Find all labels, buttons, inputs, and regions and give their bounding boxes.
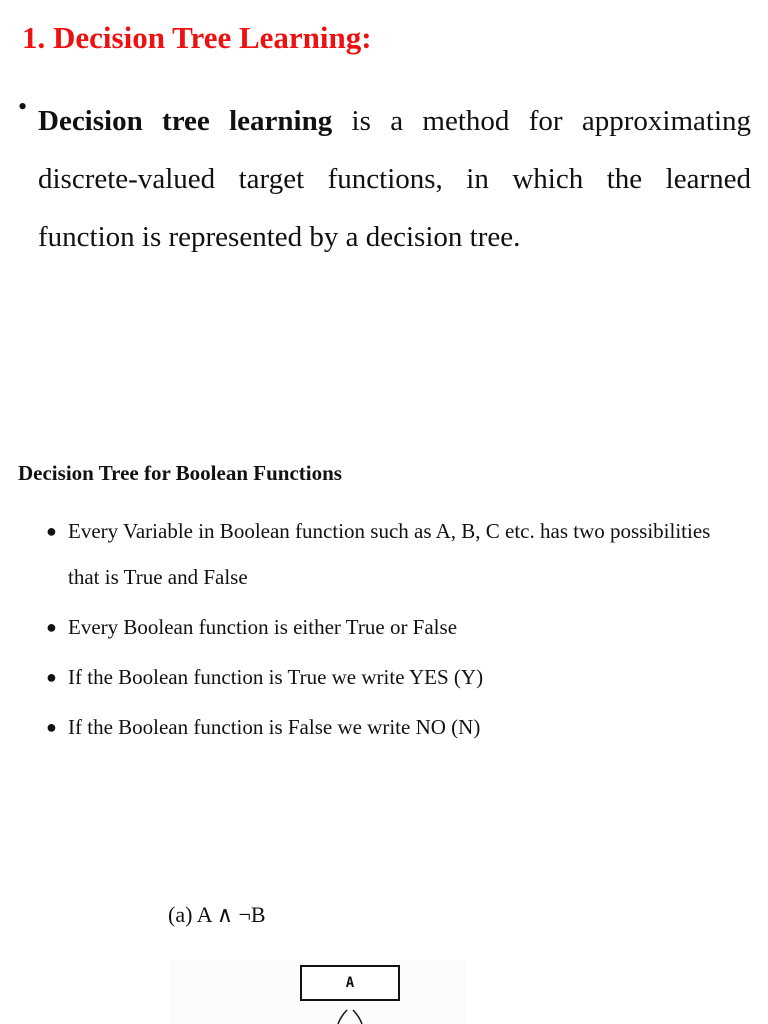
bullet-dot-icon: ● <box>46 521 57 541</box>
list-item-text: If the Boolean function is False we write NO (N) <box>68 715 481 739</box>
tree-root-node: A <box>300 965 400 1001</box>
list-item <box>46 604 736 650</box>
intro-bold-term: Decision tree learning <box>38 105 333 137</box>
intro-paragraph <box>38 92 751 266</box>
bullet-dot-icon: ● <box>46 717 57 737</box>
left-branch-line <box>338 1010 347 1024</box>
list-item <box>46 704 736 750</box>
section-title: Decision Tree for Boolean Functions <box>18 461 342 485</box>
right-branch-line <box>353 1010 362 1024</box>
intro-rest-text: is a method for approximating discrete-valued target functions, in which the learned function is represented by a decision tree. <box>38 105 751 253</box>
list-item-text: Every Boolean function is either True or False <box>68 615 458 639</box>
intro-bullet-icon: • <box>18 92 28 121</box>
list-item <box>46 508 736 600</box>
tree-branch-lines <box>330 1008 370 1024</box>
example-formula: (a) A ∧ ¬B <box>168 902 266 927</box>
page-heading: 1. Decision Tree Learning: <box>22 20 372 55</box>
list-item-text: Every Variable in Boolean function such as A, B, C etc. has two possibilities that is True and False <box>68 519 711 589</box>
list-item-text: If the Boolean function is True we write YES (Y) <box>68 665 484 689</box>
bullet-dot-icon: ● <box>46 667 57 687</box>
bullet-dot-icon: ● <box>46 617 57 637</box>
list-item <box>46 654 736 700</box>
